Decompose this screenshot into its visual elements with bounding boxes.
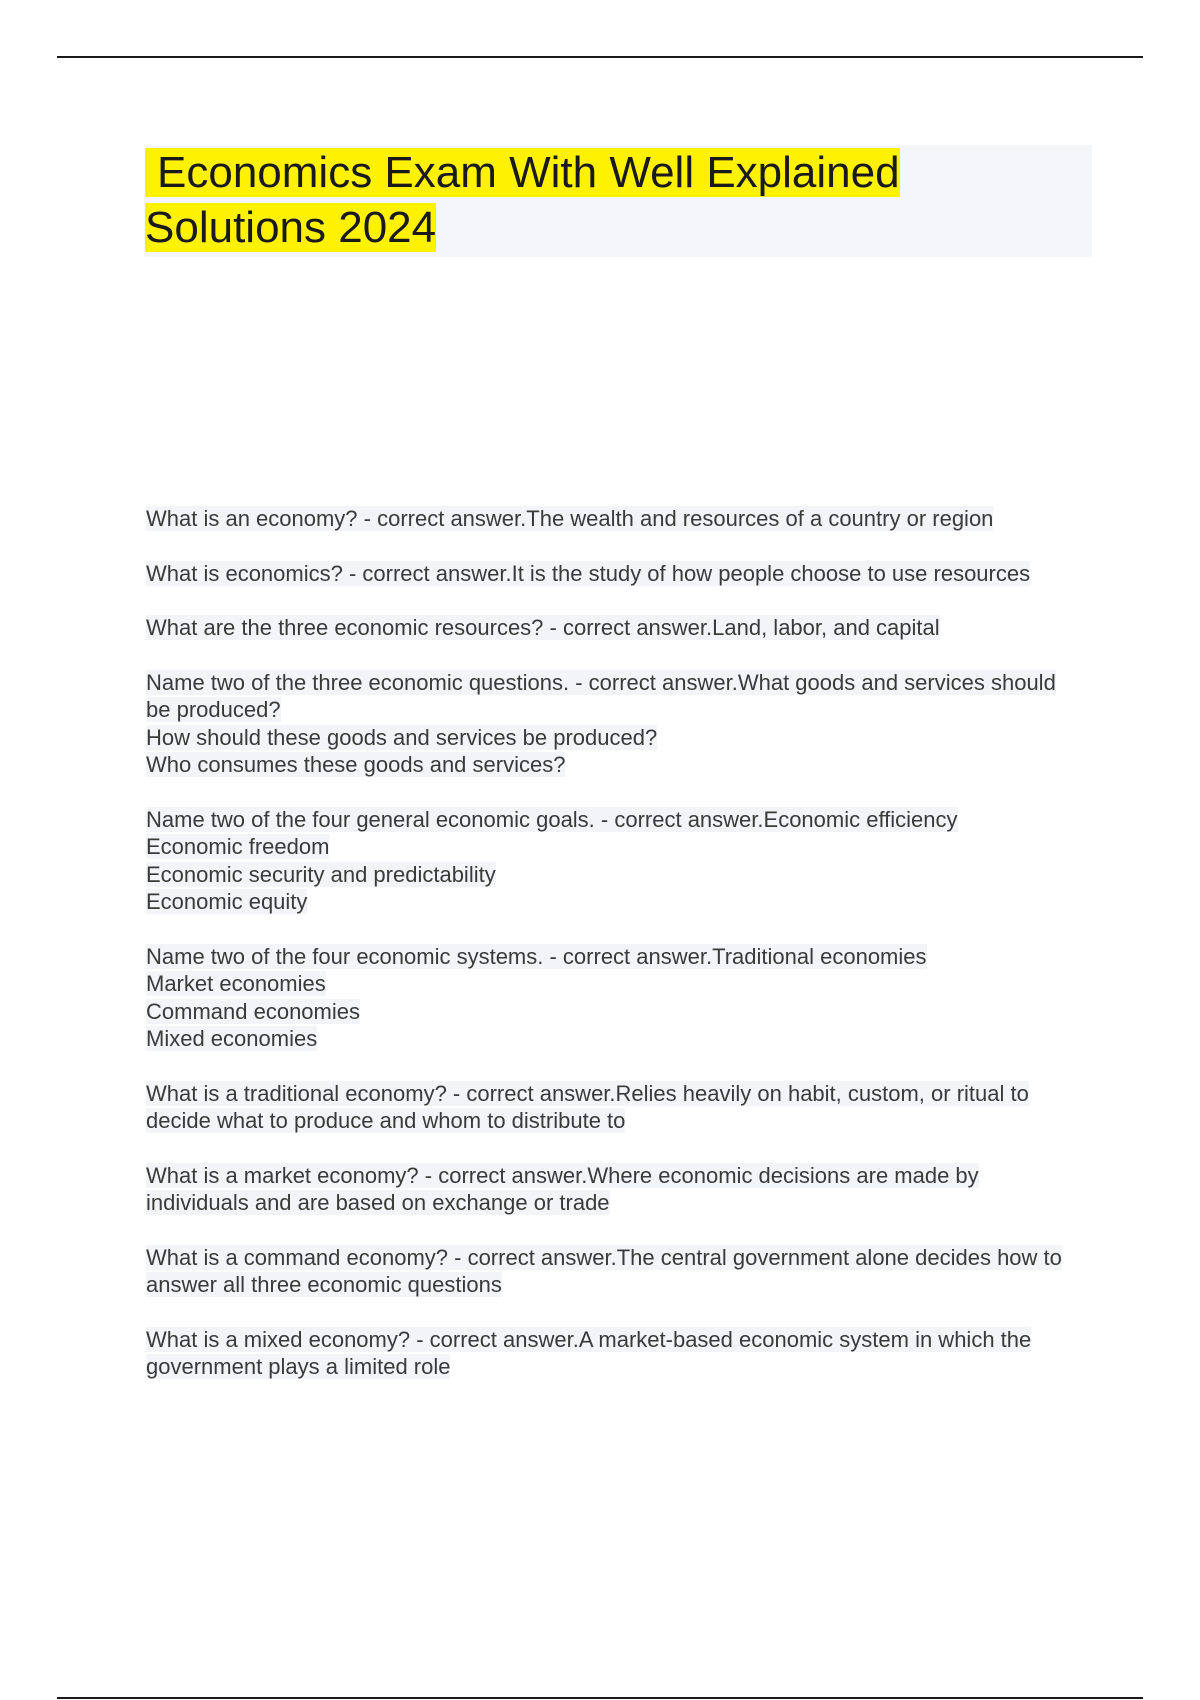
title-block <box>145 145 1092 257</box>
answer-text: Economic efficiency <box>763 806 958 832</box>
qa-item <box>146 669 1086 779</box>
document-title: Economics Exam With Well Explained Solutions 2024 <box>145 148 900 252</box>
answer-text: The wealth and resources of a country or region <box>526 506 994 531</box>
qa-item <box>146 614 1086 642</box>
bottom-rule <box>57 1697 1143 1699</box>
question-text: What is economics? - correct answer. <box>146 560 512 586</box>
qa-item <box>146 560 1086 588</box>
answer-line: Economic security and predictability <box>146 861 496 887</box>
answer-text: Traditional economies <box>712 943 927 969</box>
answer-line: Economic freedom <box>146 834 330 859</box>
question-text: What is a market economy? - correct answer. <box>146 1162 588 1188</box>
answer-line: Market economies <box>146 971 326 996</box>
question-text: What is an economy? - correct answer. <box>146 506 527 531</box>
qa-item <box>146 1326 1086 1381</box>
answer-text: Where economic decisions are made by individuals and are based on exchange or trade <box>146 1162 979 1215</box>
question-text: Name two of the three economic questions. - correct answer. <box>146 669 738 695</box>
qa-list <box>146 505 1086 1408</box>
answer-line: Mixed economies <box>146 1026 318 1051</box>
question-text: Name two of the four general economic goals. - correct answer. <box>146 806 764 832</box>
top-rule <box>57 56 1143 58</box>
answer-text: Relies heavily on habit, custom, or ritual to decide what to produce and whom to distribute to <box>146 1080 1029 1133</box>
answer-text: The central government alone decides how to answer all three economic questions <box>146 1244 1062 1297</box>
qa-item <box>146 1162 1086 1217</box>
answer-text: Land, labor, and capital <box>712 615 940 640</box>
answer-text: It is the study of how people choose to use resources <box>511 560 1031 586</box>
answer-line: Who consumes these goods and services? <box>146 752 566 777</box>
qa-item <box>146 1080 1086 1135</box>
question-text: What are the three economic resources? - correct answer. <box>146 615 713 640</box>
qa-item <box>146 1244 1086 1299</box>
qa-item <box>146 943 1086 1053</box>
question-text: What is a mixed economy? - correct answer. <box>146 1326 579 1352</box>
answer-line: How should these goods and services be produced? <box>146 724 658 750</box>
answer-line: Economic equity <box>146 889 308 914</box>
question-text: What is a traditional economy? - correct answer. <box>146 1080 616 1106</box>
question-text: What is a command economy? - correct answer. <box>146 1244 617 1270</box>
question-text: Name two of the four economic systems. - correct answer. <box>146 943 713 969</box>
qa-item <box>146 806 1086 916</box>
answer-text: A market-based economic system in which the government plays a limited role <box>146 1326 1032 1379</box>
answer-text: What goods and services should be produced? <box>146 669 1056 722</box>
answer-line: Command economies <box>146 998 360 1024</box>
qa-item <box>146 505 1086 533</box>
